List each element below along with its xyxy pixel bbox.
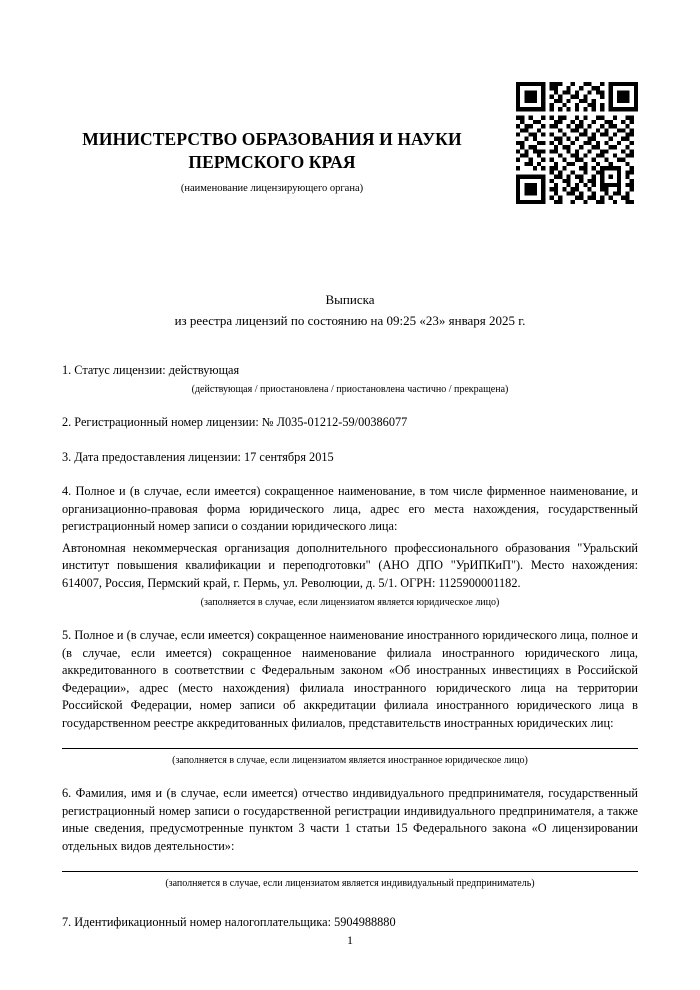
section-legal-entity [62, 483, 638, 610]
item4-text: 4. Полное и (в случае, если имеется) сокращенное наименование, в том числе фирменное наименование, и организационно-правовая форма юридического лица, адрес его места нахождения, государственный регистрационный номер записи о создании юридического лица: [62, 484, 638, 534]
item4-note: (заполняется в случае, если лицензиатом является юридическое лицо) [200, 597, 500, 609]
issuing-authority-caption: (наименование лицензирующего органа) [180, 183, 364, 195]
section-license-date [62, 449, 638, 466]
issuing-authority-line1: МИНИСТЕРСТВО ОБРАЗОВАНИЯ И НАУКИ [82, 129, 462, 149]
section-foreign-legal-entity [62, 627, 638, 768]
document-header [62, 0, 482, 194]
item6-fill-line [62, 871, 638, 872]
document-body [62, 362, 638, 932]
section-individual-entrepreneur [62, 785, 638, 891]
item1-text: 1. Статус лицензии: действующая [62, 362, 240, 377]
item6-text: 6. Фамилия, имя и (в случае, если имеется) отчество индивидуального предпринимателя, государственный регистрационный номер записи о государственной регистрации индивидуального предпринимателя, а также иные сведения, предусмотренные пунктом 3 части 1 статьи 15 Федерального закона «О лицензировании отдельных видов деятельности»: [62, 786, 638, 853]
item5-note: (заполняется в случае, если лицензиатом является иностранное юридическое лицо) [172, 754, 528, 766]
item3-text: 3. Дата предоставления лицензии: 17 сентября 2015 [62, 449, 334, 464]
section-taxpayer-number [62, 908, 638, 931]
item6-note: (заполняется в случае, если лицензиатом является индивидуальный предприниматель) [165, 877, 535, 889]
item2-text: 2. Регистрационный номер лицензии: № Л035-01212-59/00386077 [62, 415, 408, 430]
section-license-number [62, 414, 638, 431]
page-number: 1 [347, 933, 353, 947]
item4-value: Автономная некоммерческая организация дополнительного профессионального образования "Уральский институт повышения квалификации и переподготовки" (АНО ДПО "УрИПКиП"). Место нахождения: 614007, Россия, Пермский край, г. Пермь, ул. Революции, д. 5/1. ОГРН: 1125900001182. [62, 540, 638, 590]
document-title-line1: Выписка [325, 292, 375, 308]
document-title [62, 290, 638, 332]
item5-fill-line [62, 748, 638, 749]
qr-code-icon [516, 82, 638, 204]
item5-text: 5. Полное и (в случае, если имеется) сокращенное наименование иностранного юридического лица, полное и (в случае, если имеется) сокращенное наименование филиала иностранного юридического лица, аккредитованного в соответствии с Федеральным законом «Об иностранных инвестициях в Российской Федерации», адрес (место нахождения) филиала иностранного юридического лица на территории Российской Федерации, номер записи об аккредитации филиала иностранного юридического лица в государственном реестре аккредитованных филиалов, представительств иностранных юридических лиц: [62, 628, 638, 730]
item1-note: (действующая / приостановлена / приостановлена частично / прекращена) [191, 384, 509, 396]
document-title-line2: из реестра лицензий по состоянию на 09:25 «23» января 2025 г. [174, 312, 526, 328]
section-license-status [62, 362, 638, 398]
item7-text: 7. Идентификационный номер налогоплательщика: 5904988880 [62, 915, 396, 930]
issuing-authority-line2: ПЕРМСКОГО КРАЯ [188, 152, 356, 173]
